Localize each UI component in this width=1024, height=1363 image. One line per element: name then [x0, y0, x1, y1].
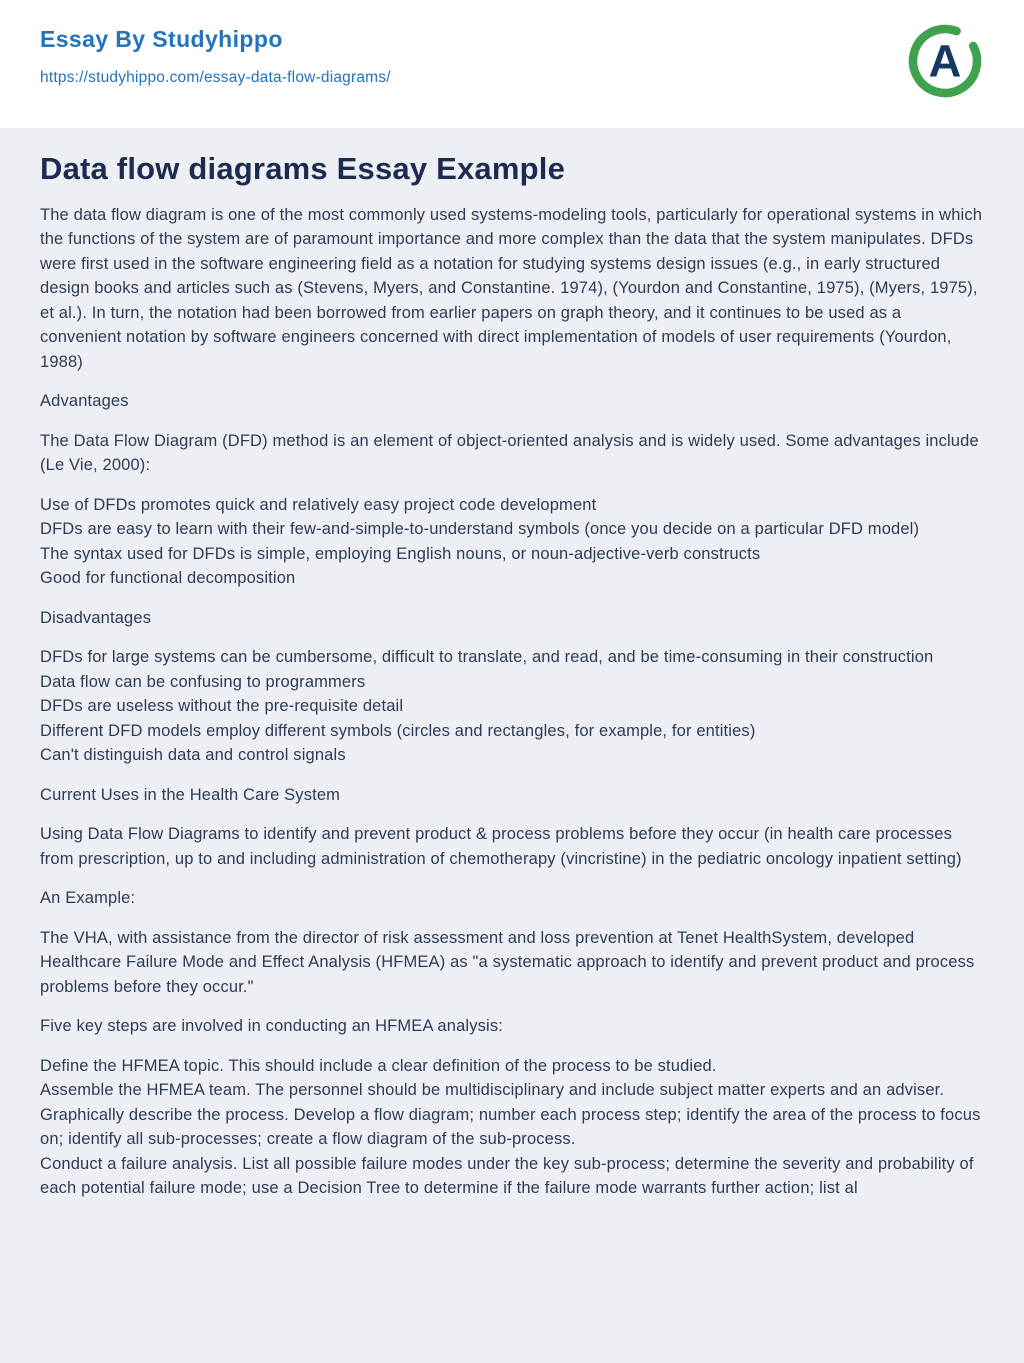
- logo-ring-icon: [906, 22, 984, 100]
- paragraph: An Example:: [40, 889, 136, 908]
- list-item: Good for functional decomposition: [40, 569, 296, 588]
- page-title: Data flow diagrams Essay Example: [40, 151, 566, 186]
- site-title: Essay By Studyhippo: [40, 26, 283, 52]
- list-item: Different DFD models employ different symbols (circles and rectangles, for example, for entities): [40, 721, 756, 740]
- site-header-text: [40, 26, 391, 87]
- list-item: DFDs are easy to learn with their few-and-simple-to-understand symbols (once you decide on a particular DFD model): [40, 520, 920, 539]
- logo-letter: A: [928, 35, 962, 87]
- paragraph: Using Data Flow Diagrams to identify and prevent product & process problems before they occur (in health care processes from prescription, up to and including administration of chemotherapy (vincristine) in the pediatric oncology inpatient setting): [40, 825, 962, 868]
- article-body: [40, 203, 984, 1201]
- list-item: The syntax used for DFDs is simple, employing English nouns, or noun-adjective-verb constructs: [40, 544, 761, 563]
- list-item: DFDs are useless without the pre-requisite detail: [40, 697, 404, 716]
- list-item: Define the HFMEA topic. This should include a clear definition of the process to be studied.: [40, 1056, 717, 1075]
- paragraph: The Data Flow Diagram (DFD) method is an element of object-oriented analysis and is widely used. Some advantages include (Le Vie, 2000):: [40, 431, 979, 475]
- list-item: Data flow can be confusing to programmers: [40, 672, 366, 691]
- list-item: DFDs for large systems can be cumbersome, difficult to translate, and read, and be time-consuming in their construction: [40, 648, 934, 667]
- list-item: Conduct a failure analysis. List all possible failure modes under the key sub-process; determine the severity and probability of each potential failure mode; use a Decision Tree to determine if the failure mode warrants further action; list al: [40, 1154, 974, 1198]
- paragraph: Disadvantages: [40, 608, 152, 627]
- list-item: Assemble the HFMEA team. The personnel should be multidisciplinary and include subject matter experts and an adviser.: [40, 1081, 945, 1100]
- source-url-link[interactable]: https://studyhippo.com/essay-data-flow-diagrams/: [40, 68, 391, 86]
- article: [0, 128, 1024, 1363]
- paragraph: The data flow diagram is one of the most commonly used systems-modeling tools, particularly for operational systems in which the functions of the system are of paramount importance and more complex than the data that the system manipulates. DFDs were first used in the software engineering field as a notation for studying systems design issues (e.g., in early structured design books and articles such as (Stevens, Myers, and Constantine. 1974), (Yourdon and Constantine, 1975), (Myers, 1975), et al.). In turn, the notation had been borrowed from earlier papers on graph theory, and it continues to be used as a convenient notation by software engineers concerned with direct implementation of models of user requirements (Yourdon, 1988): [40, 205, 983, 371]
- list-group: [40, 1054, 984, 1201]
- list-item: Can't distinguish data and control signals: [40, 746, 346, 765]
- site-header: [0, 0, 1024, 128]
- paragraph: Current Uses in the Health Care System: [40, 785, 341, 804]
- list-item: Use of DFDs promotes quick and relatively easy project code development: [40, 495, 597, 514]
- studyhippo-logo: [906, 22, 984, 100]
- list-item: Graphically describe the process. Develop a flow diagram; number each process step; identify the area of the process to focus on; identify all sub-processes; create a flow diagram of the sub-process.: [40, 1105, 981, 1149]
- paragraph: Advantages: [40, 392, 129, 411]
- paragraph: The VHA, with assistance from the director of risk assessment and loss prevention at Tenet HealthSystem, developed Healthcare Failure Mode and Effect Analysis (HFMEA) as "a systematic approach to identify and prevent product and process problems before they occur.": [40, 928, 975, 996]
- list-group: [40, 645, 984, 768]
- list-group: [40, 493, 984, 591]
- paragraph: Five key steps are involved in conducting an HFMEA analysis:: [40, 1017, 503, 1036]
